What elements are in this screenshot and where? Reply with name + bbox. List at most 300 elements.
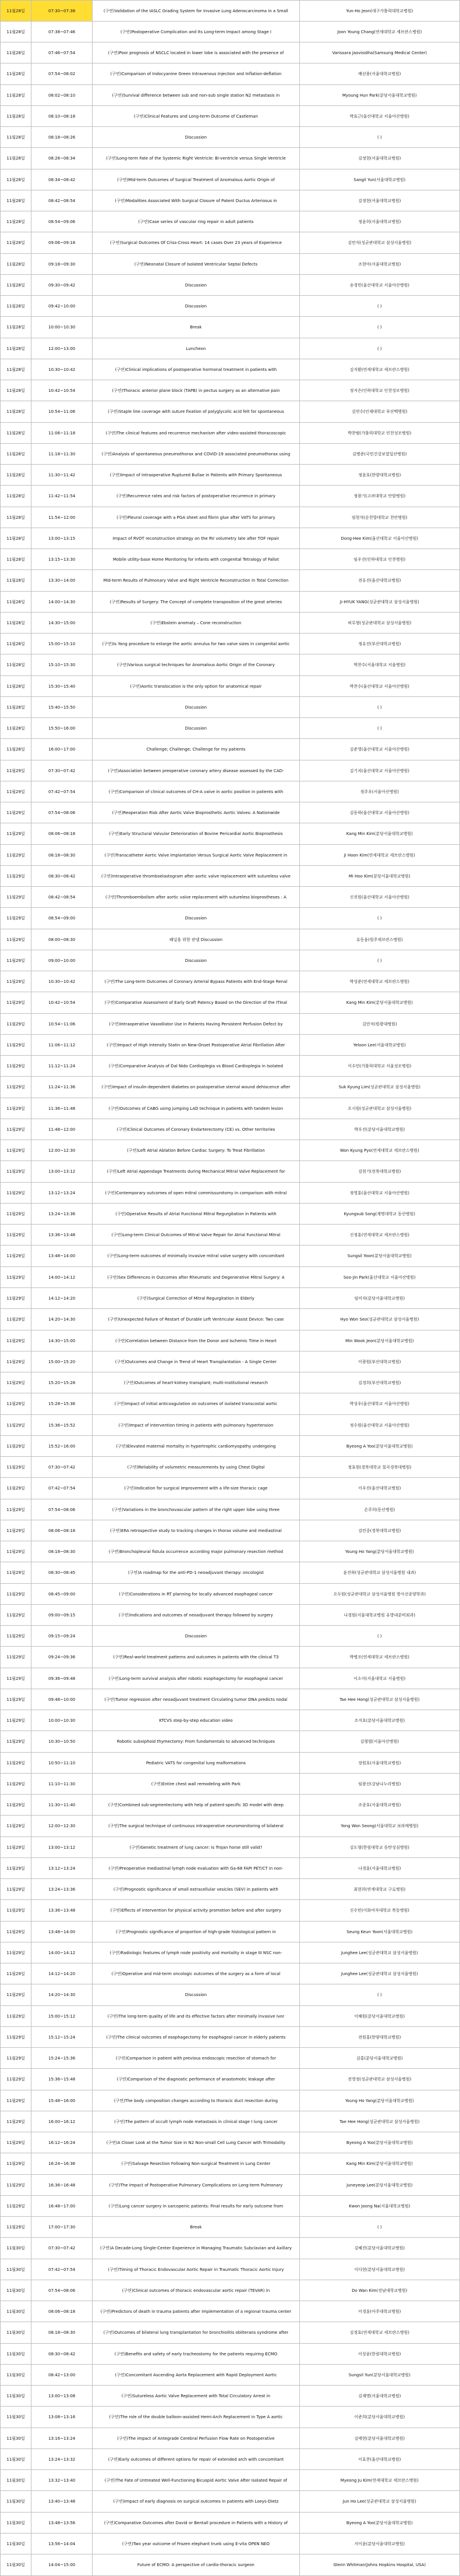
date-cell: 11월29일 — [1, 2048, 31, 2069]
schedule-row — [1, 486, 460, 507]
title-cell: (구연)Outcomes of CABG using jumping LAD technique in patients with tandem lesion — [93, 1098, 299, 1119]
date-cell: 11월30일 — [1, 2386, 31, 2407]
time-cell: 08:30~08:45 — [31, 1562, 93, 1584]
date-cell: 11월29일 — [1, 1689, 31, 1710]
title-cell: (구연)Impact of High Intensity Statin on New-Onset Postoperative Atrial Fibrillation After — [93, 1035, 299, 1056]
date-cell: 11월29일 — [1, 2027, 31, 2048]
title-cell: (구연)The role of the double balloon-assisted Hemi-Arch Replacement in Type A aortic — [93, 2407, 299, 2428]
speaker-cell: Seung Keun Yoon(서울대학교병원) — [299, 1922, 459, 1942]
date-cell: 11월30일 — [1, 2470, 31, 2491]
schedule-row — [1, 1, 460, 22]
speaker-cell: ( ) — [299, 296, 459, 317]
speaker-cell: 정효원(경북대학교 칠곡경북대병원) — [299, 1457, 459, 1478]
title-cell: Luncheon — [93, 338, 299, 359]
time-cell: 14:30~15:00 — [31, 1331, 93, 1351]
schedule-row — [1, 85, 460, 106]
date-cell: 11월30일 — [1, 2428, 31, 2449]
speaker-cell: 정광기(고려대학교 안암병원) — [299, 486, 459, 507]
date-cell: 11월28일 — [1, 592, 31, 613]
speaker-cell: 김민식(성균관대학교 삼성서울병원) — [299, 232, 459, 254]
speaker-cell: 이다현(분당서울대학교병원) — [299, 2259, 459, 2280]
date-cell: 11월29일 — [1, 1858, 31, 1879]
speaker-cell: 서이윤(분당서울대학교병원) — [299, 2533, 459, 2554]
date-cell: 11월30일 — [1, 2533, 31, 2554]
date-cell: 11월30일 — [1, 2344, 31, 2365]
title-cell: (구연)Timing of Thoracic Endovascular Aortic Repair in Traumatic Thoracic Aortic Injury — [93, 2259, 299, 2280]
title-cell: (구연)Various surgical techniques for Anomalous Aortic Origin of the Coronary — [93, 654, 299, 676]
time-cell: 16:00~17:00 — [31, 739, 93, 760]
schedule-row — [1, 781, 460, 802]
schedule-row — [1, 22, 460, 43]
time-cell: 08:42~08:54 — [31, 190, 93, 211]
speaker-cell: Yong Won Seong(서울대학교 보라매병원) — [299, 1816, 459, 1837]
title-cell: (구연)Predictors of death in trauma patients after implementation of a regional trauma center — [93, 2301, 299, 2322]
schedule-row — [1, 1584, 460, 1605]
date-cell: 11월28일 — [1, 190, 31, 211]
time-cell: 11:36~11:48 — [31, 1098, 93, 1119]
time-cell: 13:48~14:00 — [31, 1245, 93, 1267]
title-cell: (구연)Results of Surgery: The Concept of complete transposition of the great arteries — [93, 592, 299, 613]
date-cell: 11월28일 — [1, 634, 31, 654]
title-cell: (구연)Long-term Clinical Outcomes of Mitral Valve Repair for Atrial Functional Mitral — [93, 1225, 299, 1245]
speaker-cell: 이광원(부산대학교병원) — [299, 1351, 459, 1372]
date-cell: 11월29일 — [1, 1731, 31, 1753]
date-cell: 11월28일 — [1, 148, 31, 169]
date-cell: 11월29일 — [1, 929, 31, 950]
date-cell: 11월28일 — [1, 1, 31, 22]
time-cell: 14:20~14:30 — [31, 1309, 93, 1331]
schedule-row — [1, 1309, 460, 1331]
date-cell: 11월30일 — [1, 2322, 31, 2344]
schedule-row — [1, 2238, 460, 2259]
speaker-cell: 박병조(연세대학교 세브란스병원) — [299, 1647, 459, 1668]
schedule-row — [1, 1331, 460, 1351]
time-cell: 13:24~13:36 — [31, 1879, 93, 1900]
speaker-cell: 박찬범(가톨릭대학교 인천성모병원) — [299, 423, 459, 444]
date-cell: 11월29일 — [1, 1668, 31, 1689]
time-cell: 15:10~15:30 — [31, 654, 93, 676]
date-cell: 11월29일 — [1, 2006, 31, 2027]
date-cell: 11월29일 — [1, 1626, 31, 1647]
title-cell: (구연)Contemporary outcomes of open mitral commissurotomy in comparison with mitral — [93, 1183, 299, 1204]
schedule-row — [1, 2132, 460, 2153]
title-cell: (구연)Case series of vascular ring repair in adult patients — [93, 211, 299, 232]
schedule-row — [1, 444, 460, 465]
schedule-row — [1, 2301, 460, 2322]
date-cell: 11월29일 — [1, 1245, 31, 1267]
time-cell: 13:16~13:24 — [31, 2428, 93, 2449]
schedule-row — [1, 1056, 460, 1077]
title-cell: (구연)The Fate of Untreated Well-Functioning Bicuspid Aortic Valve After Isolated Repair of — [93, 2470, 299, 2491]
time-cell: 15:24~15:36 — [31, 2048, 93, 2069]
title-cell: (구연)Left Atrial Ablation Before Cardiac Surgery: To Treat Fibrillation — [93, 1140, 299, 1161]
speaker-cell: Won Kyung Pyo(연세대학교 세브란스병원) — [299, 1140, 459, 1161]
date-cell: 11월29일 — [1, 1351, 31, 1372]
speaker-cell: Suk Kyung Lim(성균관대학교 삼성서울병원) — [299, 1077, 459, 1098]
date-cell: 11월29일 — [1, 1984, 31, 2006]
date-cell: 11월28일 — [1, 486, 31, 507]
time-cell: 07:54~08:06 — [31, 802, 93, 823]
time-cell: 13:48~13:56 — [31, 2513, 93, 2533]
speaker-cell: Do Wan Kim(전남대학교병원) — [299, 2280, 459, 2301]
schedule-row — [1, 1098, 460, 1119]
schedule-row — [1, 338, 460, 359]
speaker-cell: Junghee Lee(성균관대학교 삼성서울병원) — [299, 1963, 459, 1984]
title-cell: (구연)Impact of intervention timing in patients with pulmonary hypertension — [93, 1415, 299, 1436]
time-cell: 08:18~08:30 — [31, 2322, 93, 2344]
title-cell: Discussion — [93, 296, 299, 317]
schedule-row — [1, 1415, 460, 1436]
speaker-cell: Junghee Lee(성균관대학교 삼성서울병원) — [299, 1942, 459, 1963]
title-cell: (구연)Thromboembolism after aortic valve replacement with sutureless bioprostheses : A — [93, 887, 299, 908]
title-cell: (구연)Clinical outcomes of thoracic endovascular aortic repair (TEVAR) in — [93, 2280, 299, 2301]
time-cell: 11:06~11:12 — [31, 1035, 93, 1056]
time-cell: 08:18~08:30 — [31, 845, 93, 866]
date-cell: 11월29일 — [1, 1288, 31, 1309]
time-cell: 12:00~13:00 — [31, 338, 93, 359]
speaker-cell: Glenn Whitman(Johns Hopkins Hospital, USA) — [299, 2554, 459, 2576]
schedule-row — [1, 823, 460, 845]
title-cell: (구연)Staple line coverage with suture fixation of polyglycolic acid felt for spontaneous — [93, 401, 299, 423]
time-cell: 11:30~11:40 — [31, 1795, 93, 1816]
title-cell: (구연)Radiologic features of lymph node positivity and mortality in stage III NSC non- — [93, 1942, 299, 1963]
schedule-row — [1, 1647, 460, 1668]
title-cell: (구연)Comparative Analysis of Dal Nido Cardioplegia vs Blood Cardioplegia in Isolated — [93, 1056, 299, 1077]
speaker-cell: ( ) — [299, 338, 459, 359]
speaker-cell: Byeong A Yoo(분당서울대학교병원) — [299, 2132, 459, 2153]
schedule-row — [1, 1984, 460, 2006]
date-cell: 11월30일 — [1, 2491, 31, 2513]
speaker-cell: 배선용(서울대학교병원) — [299, 63, 459, 85]
title-cell: (구연)Salvage Resection Following Non-surgical Treatment in Lung Center — [93, 2153, 299, 2175]
title-cell: (구연)Postoperative Complication and Its Long-term Impact among Stage I — [93, 22, 299, 43]
time-cell: 15:30~15:40 — [31, 676, 93, 697]
title-cell: (구연)Preoperative mediastinal lymph node evaluation with Ga-68 FAPI PET/CT in non- — [93, 1858, 299, 1879]
schedule-row — [1, 1710, 460, 1731]
date-cell: 11월29일 — [1, 1837, 31, 1858]
date-cell: 11월29일 — [1, 1140, 31, 1161]
schedule-row — [1, 1753, 460, 1774]
time-cell: 13:00~13:12 — [31, 1161, 93, 1183]
schedule-row — [1, 1014, 460, 1035]
schedule-row — [1, 971, 460, 992]
schedule-row — [1, 275, 460, 296]
title-cell: (구연)Comparison of Indocyanine Green Intravenous Injection and Inflation-deflation — [93, 63, 299, 85]
time-cell: 10:54~11:06 — [31, 401, 93, 423]
speaker-cell: 장원호(서울대학교병원) — [299, 1753, 459, 1774]
speaker-cell: 정윤희(서울대학교병원) — [299, 211, 459, 232]
speaker-cell: Young Ho Yang(분당서울대학교병원) — [299, 2090, 459, 2111]
title-cell: (구연)Is Yang procedure to enlarge the aortic annulus for two valve sizes in congenital aortic — [93, 634, 299, 654]
date-cell: 11월29일 — [1, 1541, 31, 1562]
schedule-row — [1, 1478, 460, 1499]
time-cell: 15:12~15:24 — [31, 2027, 93, 2048]
speaker-cell: 김태현(분당서울대학교병원) — [299, 2428, 459, 2449]
speaker-cell: 정영훈(울산대학교 서울아산병원) — [299, 1183, 459, 1204]
speaker-cell: 김기치(울산대학교 서울아산병원) — [299, 760, 459, 781]
date-cell: 11월28일 — [1, 507, 31, 528]
time-cell: 08:34~08:42 — [31, 169, 93, 190]
speaker-cell: 임우진(인하대학교 인천병원) — [299, 549, 459, 570]
schedule-row — [1, 1436, 460, 1457]
speaker-cell: 신진원(울산대학교 서울아산병원) — [299, 887, 459, 908]
title-cell: Break — [93, 2217, 299, 2238]
schedule-row — [1, 2386, 460, 2407]
speaker-cell: 허루형(성균관대학교 삼성서울병원) — [299, 613, 459, 634]
date-cell: 11월29일 — [1, 1393, 31, 1415]
date-cell: 11월29일 — [1, 2090, 31, 2111]
date-cell: 11월28일 — [1, 465, 31, 486]
schedule-row — [1, 43, 460, 63]
time-cell: 14:04~15:00 — [31, 2554, 93, 2576]
speaker-cell: 김경효(연세대학교 세브란스병원) — [299, 2322, 459, 2344]
title-cell: (구연)Thoracic anterior plane block (TAPB) in pectus surgery as an alternative pain — [93, 380, 299, 401]
schedule-row — [1, 1879, 460, 1900]
schedule-row — [1, 739, 460, 760]
speaker-cell: 김현기(전북대학교병원) — [299, 1161, 459, 1183]
date-cell: 11월29일 — [1, 1098, 31, 1119]
title-cell: (구연)ERA retrospective study to tracking changes in thorax volume and mediastinal — [93, 1520, 299, 1541]
time-cell: 13:32~13:40 — [31, 2470, 93, 2491]
schedule-row — [1, 2344, 460, 2365]
speaker-cell: 김정현(서울대학교병원) — [299, 190, 459, 211]
title-cell: (구연)Effects of intervention for physical activity promotion before and after surgery — [93, 1900, 299, 1922]
time-cell: 15:52~16:00 — [31, 1436, 93, 1457]
time-cell: 10:42~10:54 — [31, 992, 93, 1014]
speaker-cell: Kyungsub Song(계명대학교 동산병원) — [299, 1204, 459, 1225]
time-cell: 14:12~14:20 — [31, 1288, 93, 1309]
schedule-row — [1, 950, 460, 971]
time-cell: 07:42~07:54 — [31, 781, 93, 802]
schedule-row — [1, 2006, 460, 2027]
title-cell: Robotic subxiphoid thymectomy: From fundamentals to advanced techniques — [93, 1731, 299, 1753]
date-cell: 11월28일 — [1, 613, 31, 634]
time-cell: 15:00~15:20 — [31, 1351, 93, 1372]
speaker-cell: 정주우(서울아산병원) — [299, 781, 459, 802]
speaker-cell: 김연수(인제대학교 부산백병원) — [299, 401, 459, 423]
date-cell: 11월28일 — [1, 106, 31, 127]
schedule-row — [1, 1457, 460, 1478]
time-cell: 13:40~13:48 — [31, 2491, 93, 2513]
time-cell: 07:30~07:38 — [31, 1, 93, 22]
date-cell: 11월28일 — [1, 338, 31, 359]
time-cell: 13:00~13:12 — [31, 1837, 93, 1858]
time-cell: 13:24~13:32 — [31, 2449, 93, 2470]
schedule-row — [1, 232, 460, 254]
schedule-row — [1, 549, 460, 570]
schedule-row — [1, 1837, 460, 1858]
date-cell: 11월29일 — [1, 1204, 31, 1225]
speaker-cell: Tae Hee Hong(성균관대학교 삼성서울병원) — [299, 2111, 459, 2132]
schedule-row — [1, 1858, 460, 1879]
date-cell: 11월29일 — [1, 971, 31, 992]
schedule-row — [1, 2153, 460, 2175]
date-cell: 11월29일 — [1, 1647, 31, 1668]
schedule-row — [1, 148, 460, 169]
schedule-row — [1, 1963, 460, 1984]
speaker-cell: ( ) — [299, 1984, 459, 2006]
speaker-cell: Jun Ho Lee(성균관대학교 삼성서울병원) — [299, 2491, 459, 2513]
speaker-cell: 이소미(서울대학교 서울병원) — [299, 1668, 459, 1689]
time-cell: 16:12~16:24 — [31, 2132, 93, 2153]
schedule-row — [1, 2513, 460, 2533]
title-cell: (구연)Sutureless Aortic Valve Replacement with Total Circulatory Arrest in — [93, 2386, 299, 2407]
date-cell: 11월29일 — [1, 1584, 31, 1605]
speaker-cell: 박효근(울산대학교 서울아산병원) — [299, 106, 459, 127]
time-cell: 08:30~08:42 — [31, 866, 93, 887]
time-cell: 13:30~14:00 — [31, 570, 93, 592]
schedule-row — [1, 1605, 460, 1626]
title-cell: (구연)Recurrence rates and risk factors of postoperative recurrence in primary — [93, 486, 299, 507]
speaker-cell: 김경희(부산대학교병원) — [299, 1372, 459, 1393]
title-cell: (구연)Indications and outcomes of neoadjuvant therapy followed by surgery — [93, 1605, 299, 1626]
title-cell: (구연)Early Structural Valvular Deterioration of Bovine Pericardial Aortic Bioprosthesis — [93, 823, 299, 845]
date-cell: 11월29일 — [1, 1183, 31, 1204]
title-cell: (구연)Sex Differences in Outcomes after Rheumatic and Degenerative Mitral Surgery: A — [93, 1267, 299, 1288]
date-cell: 11월28일 — [1, 697, 31, 718]
time-cell: 11:30~11:42 — [31, 465, 93, 486]
time-cell: 07:38~07:46 — [31, 22, 93, 43]
schedule-row — [1, 1922, 460, 1942]
date-cell: 11월29일 — [1, 1922, 31, 1942]
speaker-cell: 박찬수(울산대학교 서울아산병원) — [299, 676, 459, 697]
time-cell: 09:00~09:15 — [31, 1605, 93, 1626]
title-cell: (구연)Prognostic significance of small extracellular vesicles (SEV) in patients with — [93, 1879, 299, 1900]
date-cell: 11월30일 — [1, 2259, 31, 2280]
schedule-row — [1, 1161, 460, 1183]
schedule-row — [1, 1140, 460, 1161]
title-cell: (구연)Unexpected Failure of Restart of Durable Left Ventricular Assist Device: Two case — [93, 1309, 299, 1331]
title-cell: (구연)Intraoperative Vasodilator Use in Patients Having Persistent Perfusion Defect by — [93, 1014, 299, 1035]
title-cell: (구연)Outcomes of heart-kidney transplant; multi-institutional research — [93, 1372, 299, 1393]
time-cell: 10:50~11:10 — [31, 1753, 93, 1774]
schedule-row — [1, 2259, 460, 2280]
schedule-row — [1, 528, 460, 549]
time-cell: 09:18~09:30 — [31, 254, 93, 275]
speaker-cell: Ji-HYUK YANG(성균관대학교 삼성서울병원) — [299, 592, 459, 613]
date-cell: 11월28일 — [1, 169, 31, 190]
title-cell: (구연)A roadmap for the anti-PD-1 neoadjuvant therapy: oncologist — [93, 1562, 299, 1584]
date-cell: 11월28일 — [1, 232, 31, 254]
title-cell: (구연)Long-term Fate of the Systemic Right Ventricle: Bi-ventricle versus Single Ventricle — [93, 148, 299, 169]
title-cell: (구연)The clinical outcomes of esophagectomy for esophageal cancer in elderly patients — [93, 2027, 299, 2048]
time-cell: 09:42~10:00 — [31, 296, 93, 317]
time-cell: 11:18~11:30 — [31, 444, 93, 465]
time-cell: 11:48~12:00 — [31, 1119, 93, 1140]
speaker-cell: ( ) — [299, 2217, 459, 2238]
title-cell: Discussion — [93, 697, 299, 718]
time-cell: 11:24~11:36 — [31, 1077, 93, 1098]
speaker-cell: 김홍(분당서울대학교병원) — [299, 2048, 459, 2069]
title-cell: (구연)Comparative Outcomes after David or Bentall procedure in Patients with a History of — [93, 2513, 299, 2533]
date-cell: 11월30일 — [1, 2554, 31, 2576]
schedule-row — [1, 676, 460, 697]
schedule-row — [1, 718, 460, 739]
title-cell: Pediatric VATS for congenital lung malformations — [93, 1753, 299, 1774]
title-cell: Break — [93, 317, 299, 338]
date-cell: 11월28일 — [1, 718, 31, 739]
date-cell: 11월29일 — [1, 887, 31, 908]
title-cell: (구연)Long-term survival analysis after robotic esophagectomy for esophageal cancer — [93, 1668, 299, 1689]
time-cell: 14:00~14:30 — [31, 592, 93, 613]
date-cell: 11월28일 — [1, 43, 31, 63]
speaker-cell: Tae Hee Hong(성균관대학교 삼성서울병원) — [299, 1689, 459, 1710]
schedule-row — [1, 634, 460, 654]
title-cell: (구연)Intraoperative thromboelastogram after aortic valve replacement with sutureless valve — [93, 866, 299, 887]
schedule-row — [1, 1267, 460, 1288]
date-cell: 11월29일 — [1, 1225, 31, 1245]
speaker-cell: 김병준(국민건강보험일산병원) — [299, 444, 459, 465]
title-cell: (구연)Validation of the IASLC Grading System for Invasive Lung Adenocarcinoma in a Small — [93, 1, 299, 22]
speaker-cell: Mi Hoo Kim(분당서울대학교병원) — [299, 866, 459, 887]
title-cell: Discussion — [93, 275, 299, 296]
time-cell: 08:45~09:00 — [31, 1584, 93, 1605]
speaker-cell: 김지환(연세대학교 세브란스병원) — [299, 359, 459, 380]
title-cell: Challenge; Challenge; Challenge for my patients — [93, 739, 299, 760]
schedule-row — [1, 887, 460, 908]
speaker-cell: 임미자(분당서울대학교병원) — [299, 1288, 459, 1309]
title-cell: (구연)Comparison in patient with previous endoscopic resection of stomach for — [93, 2048, 299, 2069]
title-cell: (구연)Early outcomes of different options for repair of extended arch with concomitant — [93, 2449, 299, 2470]
title-cell: (구연)The Impact of Postoperative Pulmonary Complications on Long-term Pulmonary — [93, 2175, 299, 2196]
time-cell: 15:48~16:00 — [31, 2090, 93, 2111]
speaker-cell: 나경원(서울대학교병원 유방내분비외과) — [299, 1605, 459, 1626]
schedule-row — [1, 2365, 460, 2386]
speaker-cell: 최현희(연세대학교 구로병원) — [299, 1879, 459, 1900]
title-cell: (구연)Clinical implications of postoperative hormonal treatment in patients with — [93, 359, 299, 380]
time-cell: 13:08~13:16 — [31, 2407, 93, 2428]
schedule-row — [1, 254, 460, 275]
time-cell: 16:48~17:00 — [31, 2196, 93, 2217]
time-cell: 13:12~13:24 — [31, 1858, 93, 1879]
title-cell: Discussion — [93, 127, 299, 148]
title-cell: (구연)The body composition changes according to thoracic duct resection during — [93, 2090, 299, 2111]
time-cell: 07:46~07:54 — [31, 43, 93, 63]
title-cell: Mid-term Results of Pulmonary Valve and Right Ventricle Reconstruction in Total Correction — [93, 570, 299, 592]
title-cell: (구연)Ebstein anomaly – Cone reconstruction — [93, 613, 299, 634]
date-cell: 11월29일 — [1, 1879, 31, 1900]
schedule-row — [1, 697, 460, 718]
time-cell: 08:06~08:18 — [31, 823, 93, 845]
time-cell: 14:00~14:12 — [31, 1942, 93, 1963]
speaker-cell: Young Ho Yang(분당서울대학교병원) — [299, 1541, 459, 1562]
schedule-row — [1, 2111, 460, 2132]
title-cell: (구연)Reliability of volumetric measurements by using Chest Digital — [93, 1457, 299, 1478]
schedule-row — [1, 2428, 460, 2449]
title-cell: (구연)Indication for surgical improvement with a life-size thoracic cage — [93, 1478, 299, 1499]
date-cell: 11월28일 — [1, 359, 31, 380]
time-cell: 08:42~13:00 — [31, 2365, 93, 2386]
date-cell: 11월28일 — [1, 296, 31, 317]
date-cell: 11월29일 — [1, 781, 31, 802]
speaker-cell: 정수원(울산대학교 서울아산병원) — [299, 1415, 459, 1436]
speaker-cell: Kang Min Kim(분당서울대학교병원) — [299, 992, 459, 1014]
time-cell: 13:48~14:00 — [31, 1922, 93, 1942]
date-cell: 11월29일 — [1, 1077, 31, 1098]
time-cell: 08:18~08:26 — [31, 127, 93, 148]
schedule-row — [1, 1626, 460, 1647]
time-cell: 11:10~11:30 — [31, 1774, 93, 1795]
schedule-row — [1, 1816, 460, 1837]
speaker-cell: 조현아(서울대학교병원) — [299, 254, 459, 275]
schedule-row — [1, 654, 460, 676]
title-cell: KTCVS step-by-step education video — [93, 1710, 299, 1731]
date-cell: 11월29일 — [1, 2153, 31, 2175]
title-cell: (구연)A Decade-Long Single-Center Experience in Managing Traumatic Subclavian and Axillary — [93, 2238, 299, 2259]
time-cell: 08:10~08:18 — [31, 106, 93, 127]
time-cell: 08:30~08:42 — [31, 2344, 93, 2365]
speaker-cell: 김정현(서울대학교병원) — [299, 148, 459, 169]
